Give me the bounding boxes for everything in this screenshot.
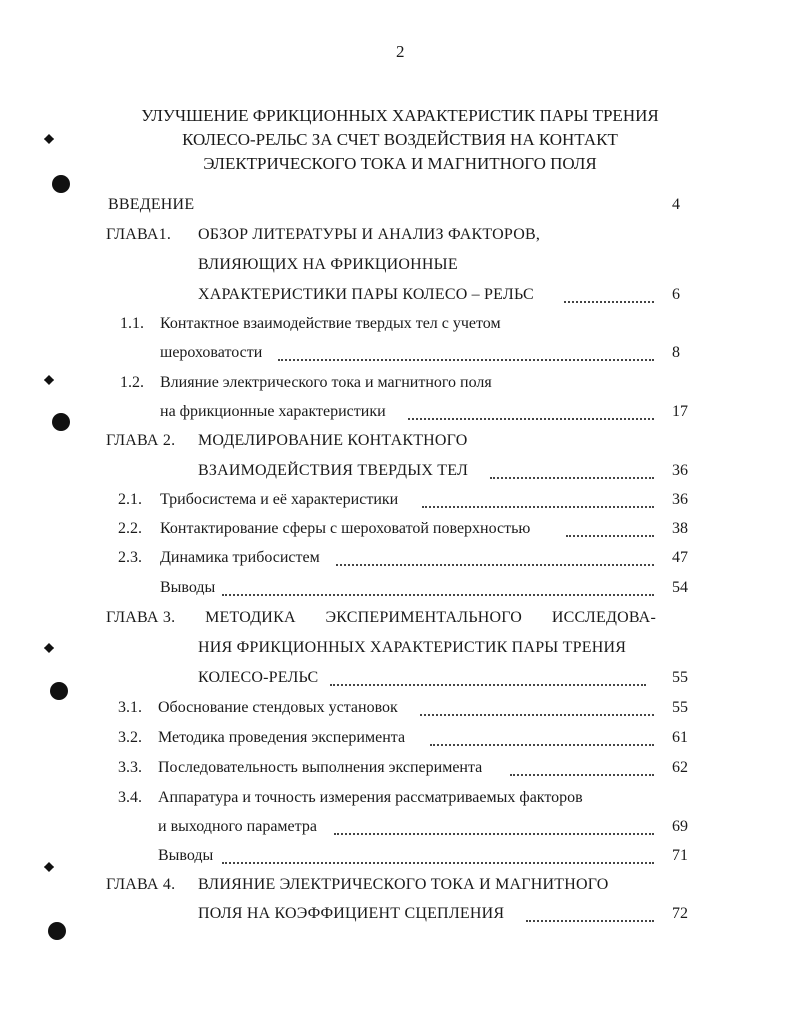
- toc-s3_3-text: Последовательность выполнения эксперимента: [158, 759, 483, 776]
- toc-s2_3-page: 47: [672, 549, 688, 566]
- toc-s1_2-text: на фрикционные характеристики: [160, 403, 386, 420]
- binder-hole-icon: [50, 682, 68, 700]
- toc-s3_1-text: Обоснование стендовых установок: [158, 699, 398, 716]
- toc-ch3-page: 55: [672, 669, 688, 686]
- dot-leader: [334, 832, 654, 835]
- toc-s2_3-text: Динамика трибосистем: [160, 549, 320, 566]
- toc-s3_4-text: и выходного параметра: [158, 818, 317, 835]
- toc-ch1-line: ВЛИЯЮЩИХ НА ФРИКЦИОННЫЕ: [198, 256, 458, 273]
- toc-s2_1-text: Трибосистема и её характеристики: [160, 491, 399, 508]
- toc-s1_1-text: шероховатости: [160, 344, 263, 361]
- toc-s3_4-page: 69: [672, 818, 688, 835]
- toc-ch2-line: ВЗАИМОДЕЙСТВИЯ ТВЕРДЫХ ТЕЛ: [198, 462, 469, 479]
- title-line: ЭЛЕКТРИЧЕСКОГО ТОКА И МАГНИТНОГО ПОЛЯ: [203, 154, 597, 173]
- binder-mark-icon: [44, 643, 54, 653]
- toc-ch3-word: ИССЛЕДОВА-: [551, 609, 656, 626]
- toc-ch2-line: МОДЕЛИРОВАНИЕ КОНТАКТНОГО: [198, 432, 468, 449]
- toc-s3_3-page: 62: [672, 759, 688, 776]
- toc-ch3-word: ЭКСПЕРИМЕНТАЛЬНОГО: [325, 609, 523, 626]
- title-line: КОЛЕСО-РЕЛЬС ЗА СЧЕТ ВОЗДЕЙСТВИЯ НА КОНТАКТ: [182, 130, 618, 149]
- toc-ch4-prefix: ГЛАВА 4.: [106, 876, 176, 893]
- title-line: УЛУЧШЕНИЕ ФРИКЦИОННЫХ ХАРАКТЕРИСТИК ПАРЫ ТРЕНИЯ: [141, 106, 659, 125]
- toc-s3_4-text: Аппаратура и точность измерения рассматриваемых факторов: [158, 789, 583, 806]
- dot-leader: [490, 476, 654, 479]
- dot-leader: [222, 861, 654, 864]
- toc-s2_2-num: 2.2.: [118, 520, 142, 537]
- dot-leader: [526, 919, 654, 922]
- toc-ch3-word: ГЛАВА 3.: [106, 609, 176, 626]
- dot-leader: [564, 300, 654, 303]
- toc-ch3-word: МЕТОДИКА: [205, 609, 296, 626]
- document-title: [100, 104, 700, 176]
- toc-ch1-line: ОБЗОР ЛИТЕРАТУРЫ И АНАЛИЗ ФАКТОРОВ,: [198, 226, 541, 243]
- toc-s3_3-num: 3.3.: [118, 759, 142, 776]
- toc-s3_2-page: 61: [672, 729, 688, 746]
- dot-leader: [336, 563, 654, 566]
- toc-c2-text: Выводы: [160, 579, 216, 596]
- toc-s1_2-page: 17: [672, 403, 688, 420]
- toc-s2_1-num: 2.1.: [118, 491, 142, 508]
- toc-s3_1-num: 3.1.: [118, 699, 142, 716]
- toc-intro-page: 4: [672, 196, 680, 213]
- toc-c3-text: Выводы: [158, 847, 214, 864]
- binder-mark-icon: [44, 375, 54, 385]
- toc-ch4-page: 72: [672, 905, 688, 922]
- toc-c2-page: 54: [672, 579, 688, 596]
- toc-ch1-page: 6: [672, 286, 680, 303]
- toc-s1_1-page: 8: [672, 344, 680, 361]
- toc-s3_2-text: Методика проведения эксперимента: [158, 729, 406, 746]
- toc-ch3-line: НИЯ ФРИКЦИОННЫХ ХАРАКТЕРИСТИК ПАРЫ ТРЕНИЯ: [198, 639, 627, 656]
- toc-s1_1-num: 1.1.: [120, 315, 144, 332]
- dot-leader: [422, 505, 654, 508]
- dot-leader: [330, 683, 646, 686]
- toc-s1_2-num: 1.2.: [120, 374, 144, 391]
- toc-s2_2-page: 38: [672, 520, 688, 537]
- binder-hole-icon: [48, 922, 66, 940]
- binder-hole-icon: [52, 175, 70, 193]
- toc-c3-page: 71: [672, 847, 688, 864]
- dot-leader: [278, 358, 654, 361]
- toc-intro-label: ВВЕДЕНИЕ: [108, 196, 195, 213]
- binder-hole-icon: [52, 413, 70, 431]
- binder-mark-icon: [44, 862, 54, 872]
- page-number: 2: [396, 42, 405, 61]
- dot-leader: [566, 534, 654, 537]
- toc-s3_4-num: 3.4.: [118, 789, 142, 806]
- dot-leader: [408, 417, 654, 420]
- toc-ch1-line: ХАРАКТЕРИСТИКИ ПАРЫ КОЛЕСО – РЕЛЬС: [198, 286, 534, 303]
- dot-leader: [430, 743, 654, 746]
- dot-leader: [510, 773, 654, 776]
- toc-s2_3-num: 2.3.: [118, 549, 142, 566]
- toc-ch3-line: КОЛЕСО-РЕЛЬС: [198, 669, 319, 686]
- toc-ch1-prefix: ГЛАВА1.: [106, 226, 172, 243]
- toc-ch2-prefix: ГЛАВА 2.: [106, 432, 176, 449]
- toc-ch3-line1: [106, 609, 656, 627]
- dot-leader: [222, 593, 654, 596]
- dot-leader: [420, 713, 654, 716]
- binder-mark-icon: [44, 134, 54, 144]
- toc-s2_1-page: 36: [672, 491, 688, 508]
- toc-s3_2-num: 3.2.: [118, 729, 142, 746]
- toc-s2_2-text: Контактирование сферы с шероховатой поверхностью: [160, 520, 531, 537]
- toc-s1_2-text: Влияние электрического тока и магнитного поля: [160, 374, 492, 391]
- toc-s1_1-text: Контактное взаимодействие твердых тел с учетом: [160, 315, 501, 332]
- toc-ch2-page: 36: [672, 462, 688, 479]
- toc-s3_1-page: 55: [672, 699, 688, 716]
- toc-ch4-line: ВЛИЯНИЕ ЭЛЕКТРИЧЕСКОГО ТОКА И МАГНИТНОГО: [198, 876, 609, 893]
- toc-ch4-line: ПОЛЯ НА КОЭФФИЦИЕНТ СЦЕПЛЕНИЯ: [198, 905, 505, 922]
